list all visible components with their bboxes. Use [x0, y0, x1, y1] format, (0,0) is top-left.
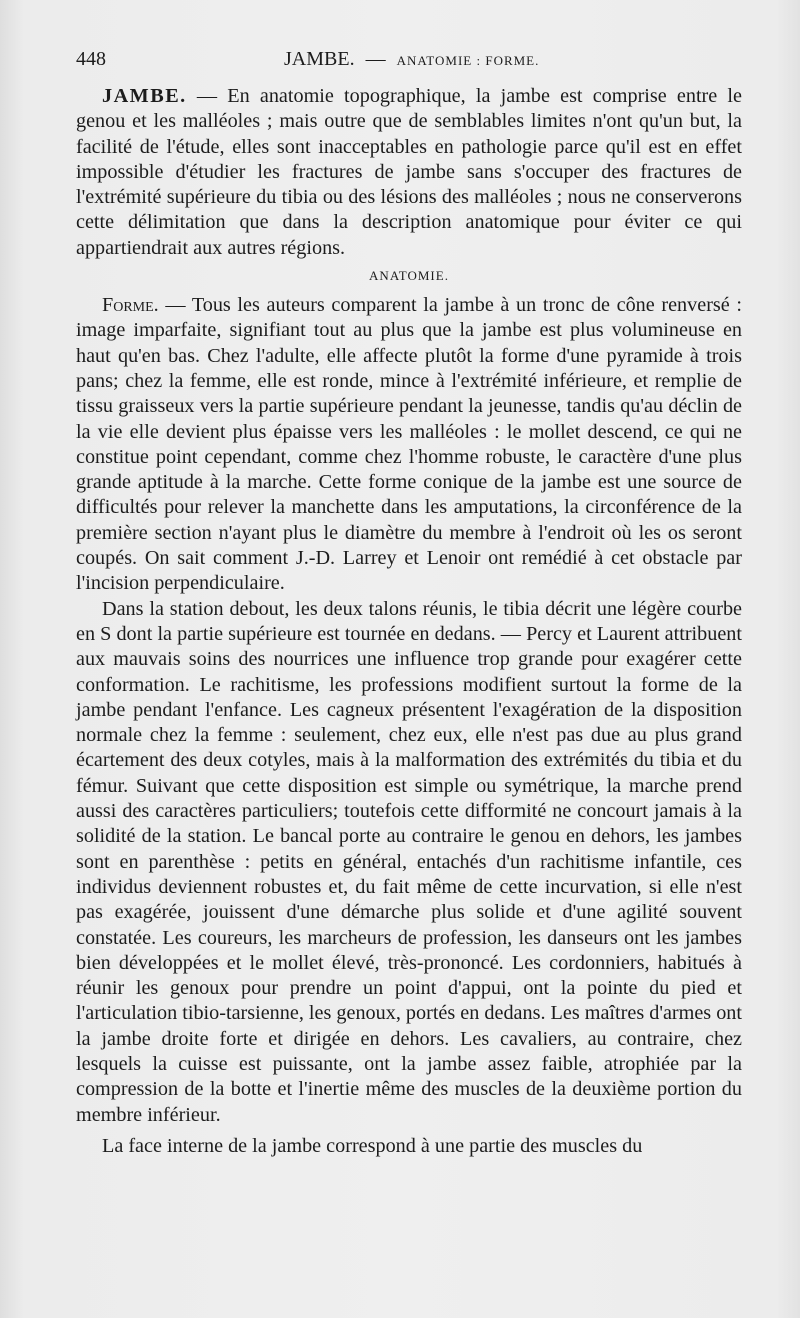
running-header: [76, 48, 742, 78]
running-title-subtitle: ANATOMIE : FORME.: [396, 53, 540, 68]
entry-lead-word: JAMBE.: [102, 85, 187, 107]
forme-text: — Tous les auteurs comparent la jambe à un tronc de cône renversé : image imparfaite, signifiant tout au plus que la jambe est plus volumineuse en haut qu'en bas. Chez l'adulte, elle affecte plutôt la forme d'une pyramide à trois pans; chez la femme, elle est ronde, mince à l'extrémité inférieure, et remplie de tissu graisseux vers la partie supérieure pendant la jeunesse, tandis qu'au déclin de la vie elle devient plus épaisse vers les malléoles : le mollet descend, ce qui ne constitue point cependant, comme chez l'homme robuste, le caractère d'une plus grande aptitude à la marche. Cette forme conique de la jambe est une source de difficultés pour relever la manchette dans les amputations, la circonférence de la première section n'ayant plus le diamètre du membre à l'endroit où les os seront coupés. On sait comment J.-D. Larrey et Lenoir ont remédié à cet obstacle par l'incision perpendiculaire.: [76, 294, 742, 595]
running-title-dash: —: [365, 48, 386, 70]
page-number: 448: [76, 48, 106, 70]
last-paragraph: La face interne de la jambe correspond à une partie des muscles du: [102, 1134, 643, 1157]
intro-text: — En anatomie topographique, la jambe est comprise entre le genou et les malléoles ; mais outre que de semblables limites n'ont qu'un but, la facilité de l'étude, elles sont inacceptables en pathologie parce qu'il est en effet impossible d'étudier les fractures de jambe sans s'occuper des fractures de l'extrémité supérieure du tibia ou des lésions des malléoles ; nous ne conserverons cette délimitation que dans la description anatomique pour éviter ce qui appartiendrait aux autres régions.: [76, 85, 742, 259]
section-heading: ANATOMIE.: [369, 268, 449, 284]
forme-lead-word: Forme.: [102, 294, 159, 317]
forme-paragraph: [76, 293, 742, 597]
running-title: [284, 48, 539, 71]
station-paragraph: Dans la station debout, les deux talons réunis, le tibia décrit une légère courbe en S dont la partie supérieure est tournée en dedans. — Percy et Laurent attribuent aux mauvais soins des nourrices une influence trop grande pour exagérer cette conformation. Le rachitisme, les professions modifient surtout la forme de la jambe pendant l'enfance. Les cagneux présentent l'exagération de la disposition normale chez la femme : seulement, chez eux, elle n'est pas due au plus grand écartement des deux cotyles, mais à la malformation des extrémités du tibia et du fémur. Suivant que cette disposition est simple ou symétrique, la marche prend aussi des caractères particuliers; toutefois cette difformité ne concourt jamais à la solidité de la station. Le bancal porte au contraire le genou en dehors, les jambes sont en parenthèse : petits en général, entachés d'un rachitisme infantile, ces individus deviennent robustes et, du fait même de cette incurvation, si elle n'est pas exagérée, jouissent d'une démarche plus solide et d'une agilité souvent constatée. Les coureurs, les marcheurs de profession, les danseurs ont les jambes bien développées et le mollet élevé, très-prononcé. Les cordonniers, habitués à réunir les genoux pour prendre un point d'appui, ont la pointe du pied et l'articulation tibio-tarsienne, les genoux, portés en dedans. Les maîtres d'armes ont la jambe droite forte et dirigée en dehors. Les cavaliers, au contraire, chez lesquels la cuisse est puissante, ont la jambe assez faible, atrophiée par la compression de la botte et l'inertie même des muscles de la deuxième portion du membre inférieur.: [76, 597, 742, 1126]
page-body: [76, 84, 742, 1159]
running-title-main: JAMBE.: [284, 48, 355, 70]
intro-paragraph: [76, 84, 742, 261]
